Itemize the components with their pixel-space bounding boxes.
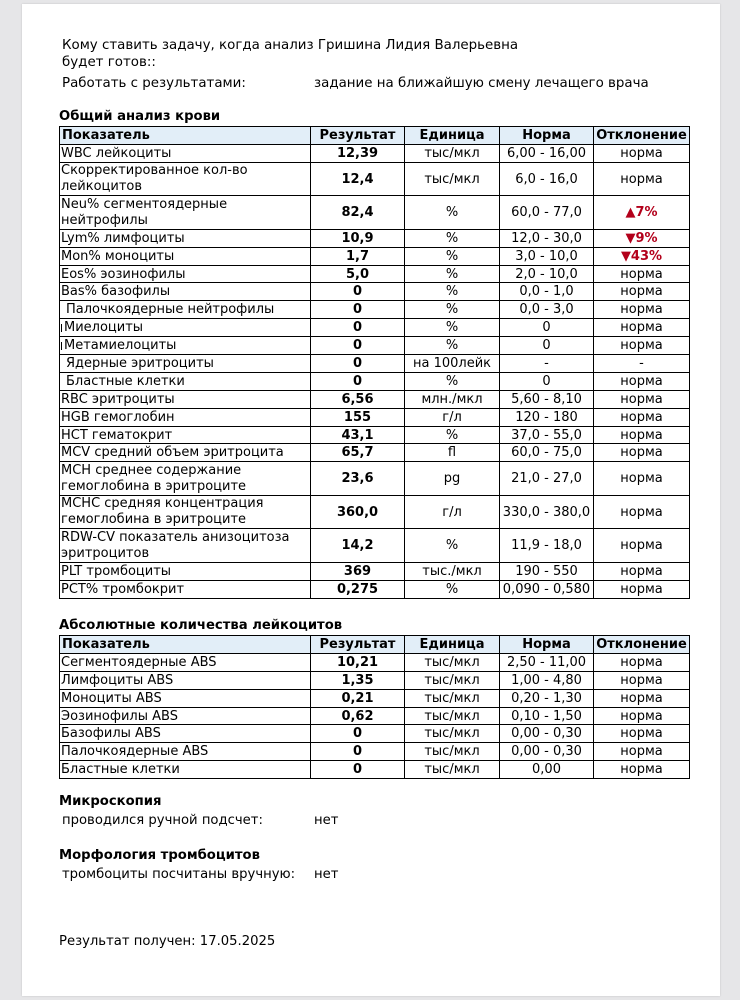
norm-range: 0,0 - 3,0 — [500, 301, 594, 319]
result-value: 0,21 — [311, 689, 405, 707]
col-header-result: Результат — [311, 127, 405, 145]
col-header-indicator: Показатель — [60, 127, 311, 145]
table-row — [60, 653, 690, 671]
result-value: 43,1 — [311, 426, 405, 444]
indicator-name: PCT% тромбокрит — [60, 580, 311, 598]
indicator-name: Палочкоядерные ABS — [60, 743, 311, 761]
indicator-name — [60, 337, 311, 355]
result-value: 6,56 — [311, 390, 405, 408]
table-row — [60, 372, 690, 390]
norm-range: 5,60 - 8,10 — [500, 390, 594, 408]
result-value: 0,62 — [311, 707, 405, 725]
table-row — [60, 319, 690, 337]
result-value: 5,0 — [311, 265, 405, 283]
indicator-name: MCV средний объем эритроцита — [60, 444, 311, 462]
table-row — [60, 229, 690, 247]
norm-range: 2,50 - 11,00 — [500, 653, 594, 671]
table-row — [60, 743, 690, 761]
table-row — [60, 707, 690, 725]
deviation-value: ▼43% — [594, 247, 690, 265]
col-header-result: Результат — [311, 636, 405, 654]
unit-value: fl — [405, 444, 500, 462]
work-label: Работать с результатами: — [62, 76, 246, 91]
result-value: 82,4 — [311, 196, 405, 230]
platelet-morphology-title: Морфология тромбоцитов — [59, 848, 260, 863]
col-header-unit: Единица — [405, 636, 500, 654]
result-value: 14,2 — [311, 529, 405, 563]
indicator-name: Скорректированное кол-во лейкоцитов — [60, 162, 311, 196]
col-header-deviation: Отклонение — [594, 636, 690, 654]
indicator-name: WBC лейкоциты — [60, 144, 311, 162]
norm-range: - — [500, 355, 594, 373]
unit-value: % — [405, 426, 500, 444]
result-value: 0,275 — [311, 580, 405, 598]
norm-range: 0 — [500, 337, 594, 355]
unit-value: тыс/мкл — [405, 707, 500, 725]
indicator-name: MCH среднее содержание гемоглобина в эритроците — [60, 462, 311, 496]
result-value: 65,7 — [311, 444, 405, 462]
table-row — [60, 671, 690, 689]
indicator-name: Neu% сегментоядерные нейтрофилы — [60, 196, 311, 230]
table-row — [60, 247, 690, 265]
table-row — [60, 390, 690, 408]
norm-range: 3,0 - 10,0 — [500, 247, 594, 265]
result-value: 10,21 — [311, 653, 405, 671]
work-value: задание на ближайшую смену лечащего врача — [314, 76, 649, 91]
deviation-value: норма — [594, 426, 690, 444]
abs-table — [59, 635, 690, 779]
norm-range: 0,0 - 1,0 — [500, 283, 594, 301]
unit-value: на 100лейк — [405, 355, 500, 373]
table-row — [60, 144, 690, 162]
unit-value: % — [405, 265, 500, 283]
deviation-value: норма — [594, 562, 690, 580]
unit-value: г/л — [405, 495, 500, 529]
result-value: 360,0 — [311, 495, 405, 529]
col-header-deviation: Отклонение — [594, 127, 690, 145]
norm-range: 0,20 - 1,30 — [500, 689, 594, 707]
table-row — [60, 444, 690, 462]
unit-value: % — [405, 247, 500, 265]
deviation-value: норма — [594, 671, 690, 689]
unit-value: % — [405, 229, 500, 247]
deviation-value: норма — [594, 144, 690, 162]
unit-value: % — [405, 301, 500, 319]
unit-value: тыс/мкл — [405, 761, 500, 779]
result-value: 12,39 — [311, 144, 405, 162]
col-header-norm: Норма — [500, 636, 594, 654]
table-header-row — [60, 636, 690, 654]
result-value: 0 — [311, 761, 405, 779]
indicator-name: Базофилы ABS — [60, 725, 311, 743]
table-row — [60, 562, 690, 580]
unit-value: % — [405, 196, 500, 230]
unit-value: тыс/мкл — [405, 653, 500, 671]
report-sheet — [22, 4, 720, 996]
deviation-value: норма — [594, 444, 690, 462]
norm-range: 0 — [500, 372, 594, 390]
indicator-name: Палочкоядерные нейтрофилы — [60, 301, 311, 319]
result-value: 1,35 — [311, 671, 405, 689]
result-value: 12,4 — [311, 162, 405, 196]
norm-range: 11,9 - 18,0 — [500, 529, 594, 563]
deviation-value: ▲7% — [594, 196, 690, 230]
assign-line-1: Кому ставить задачу, когда анализ Гришина Лидия Валерьевна — [62, 38, 519, 53]
indicator-name: RDW-CV показатель анизоцитоза эритроцитов — [60, 529, 311, 563]
table-row — [60, 196, 690, 230]
table-row — [60, 761, 690, 779]
norm-range: 0,00 — [500, 761, 594, 779]
norm-range: 60,0 - 75,0 — [500, 444, 594, 462]
result-value: 0 — [311, 355, 405, 373]
result-value: 155 — [311, 408, 405, 426]
table-row — [60, 529, 690, 563]
unit-value: % — [405, 372, 500, 390]
deviation-value: норма — [594, 495, 690, 529]
abs-title: Абсолютные количества лейкоцитов — [59, 618, 343, 633]
unit-value: % — [405, 283, 500, 301]
indicator-name: RBC эритроциты — [60, 390, 311, 408]
norm-range: 0,090 - 0,580 — [500, 580, 594, 598]
indicator-name: Lym% лимфоциты — [60, 229, 311, 247]
table-row — [60, 265, 690, 283]
deviation-value: норма — [594, 408, 690, 426]
indicator-name: Моноциты ABS — [60, 689, 311, 707]
indicator-name: Bas% базофилы — [60, 283, 311, 301]
norm-range: 190 - 550 — [500, 562, 594, 580]
deviation-value: норма — [594, 301, 690, 319]
deviation-value: норма — [594, 761, 690, 779]
table-row — [60, 495, 690, 529]
deviation-value: норма — [594, 462, 690, 496]
result-value: 0 — [311, 725, 405, 743]
unit-value: тыс/мкл — [405, 743, 500, 761]
indicator-name: Ядерные эритроциты — [60, 355, 311, 373]
row-marker — [61, 324, 62, 332]
deviation-value: норма — [594, 283, 690, 301]
unit-value: тыс/мкл — [405, 162, 500, 196]
deviation-value: норма — [594, 529, 690, 563]
result-value: 0 — [311, 337, 405, 355]
deviation-value: норма — [594, 372, 690, 390]
norm-range: 0 — [500, 319, 594, 337]
deviation-value: норма — [594, 337, 690, 355]
indicator-name: Eos% эозинофилы — [60, 265, 311, 283]
table-row — [60, 462, 690, 496]
norm-range: 37,0 - 55,0 — [500, 426, 594, 444]
table-row — [60, 355, 690, 373]
deviation-value: норма — [594, 689, 690, 707]
result-received: Результат получен: 17.05.2025 — [59, 934, 276, 949]
unit-value: тыс/мкл — [405, 689, 500, 707]
result-value: 0 — [311, 743, 405, 761]
result-value: 0 — [311, 319, 405, 337]
indicator-name: Бластные клетки — [60, 372, 311, 390]
deviation-value: норма — [594, 162, 690, 196]
norm-range: 60,0 - 77,0 — [500, 196, 594, 230]
microscopy-value: нет — [314, 813, 339, 828]
table-header-row — [60, 127, 690, 145]
microscopy-label: проводился ручной подсчет: — [62, 813, 263, 828]
table-row — [60, 283, 690, 301]
norm-range: 12,0 - 30,0 — [500, 229, 594, 247]
indicator-name: Mon% моноциты — [60, 247, 311, 265]
result-value: 0 — [311, 283, 405, 301]
norm-range: 21,0 - 27,0 — [500, 462, 594, 496]
unit-value: pg — [405, 462, 500, 496]
indicator-name: Лимфоциты ABS — [60, 671, 311, 689]
platelet-morphology-value: нет — [314, 867, 339, 882]
assign-line-2: будет готов:: — [62, 55, 156, 70]
table-row — [60, 725, 690, 743]
table-row — [60, 580, 690, 598]
result-value: 0 — [311, 372, 405, 390]
deviation-value: норма — [594, 653, 690, 671]
result-value: 1,7 — [311, 247, 405, 265]
unit-value: г/л — [405, 408, 500, 426]
indicator-name: HGB гемоглобин — [60, 408, 311, 426]
deviation-value: норма — [594, 725, 690, 743]
deviation-value: норма — [594, 743, 690, 761]
deviation-value: - — [594, 355, 690, 373]
result-value: 369 — [311, 562, 405, 580]
result-value: 0 — [311, 301, 405, 319]
row-marker — [61, 342, 62, 350]
indicator-name: Эозинофилы ABS — [60, 707, 311, 725]
indicator-name: Сегментоядерные ABS — [60, 653, 311, 671]
norm-range: 6,0 - 16,0 — [500, 162, 594, 196]
indicator-name: PLT тромбоциты — [60, 562, 311, 580]
result-value: 23,6 — [311, 462, 405, 496]
col-header-unit: Единица — [405, 127, 500, 145]
table-row — [60, 426, 690, 444]
deviation-value: норма — [594, 265, 690, 283]
deviation-value: норма — [594, 707, 690, 725]
table-row — [60, 689, 690, 707]
unit-value: % — [405, 337, 500, 355]
microscopy-title: Микроскопия — [59, 794, 162, 809]
unit-value: млн./мкл — [405, 390, 500, 408]
unit-value: % — [405, 319, 500, 337]
table-row — [60, 162, 690, 196]
col-header-indicator: Показатель — [60, 636, 311, 654]
norm-range: 0,00 - 0,30 — [500, 743, 594, 761]
deviation-value: норма — [594, 390, 690, 408]
norm-range: 0,10 - 1,50 — [500, 707, 594, 725]
unit-value: тыс/мкл — [405, 671, 500, 689]
table-row — [60, 337, 690, 355]
deviation-value: ▼9% — [594, 229, 690, 247]
norm-range: 120 - 180 — [500, 408, 594, 426]
norm-range: 1,00 - 4,80 — [500, 671, 594, 689]
norm-range: 0,00 - 0,30 — [500, 725, 594, 743]
unit-value: тыс./мкл — [405, 562, 500, 580]
indicator-label: Метамиелоциты — [64, 338, 177, 354]
norm-range: 6,00 - 16,00 — [500, 144, 594, 162]
deviation-value: норма — [594, 580, 690, 598]
result-value: 10,9 — [311, 229, 405, 247]
norm-range: 330,0 - 380,0 — [500, 495, 594, 529]
indicator-name: Бластные клетки — [60, 761, 311, 779]
platelet-morphology-label: тромбоциты посчитаны вручную: — [62, 867, 296, 882]
deviation-value: норма — [594, 319, 690, 337]
unit-value: тыс/мкл — [405, 725, 500, 743]
col-header-norm: Норма — [500, 127, 594, 145]
indicator-name: HCT гематокрит — [60, 426, 311, 444]
table-row — [60, 301, 690, 319]
cbc-title: Общий анализ крови — [59, 109, 221, 124]
indicator-name: MCHC средняя концентрация гемоглобина в эритроците — [60, 495, 311, 529]
indicator-name — [60, 319, 311, 337]
cbc-table — [59, 126, 690, 599]
unit-value: % — [405, 529, 500, 563]
indicator-label: Миелоциты — [64, 320, 144, 336]
table-row — [60, 408, 690, 426]
unit-value: тыс/мкл — [405, 144, 500, 162]
unit-value: % — [405, 580, 500, 598]
norm-range: 2,0 - 10,0 — [500, 265, 594, 283]
